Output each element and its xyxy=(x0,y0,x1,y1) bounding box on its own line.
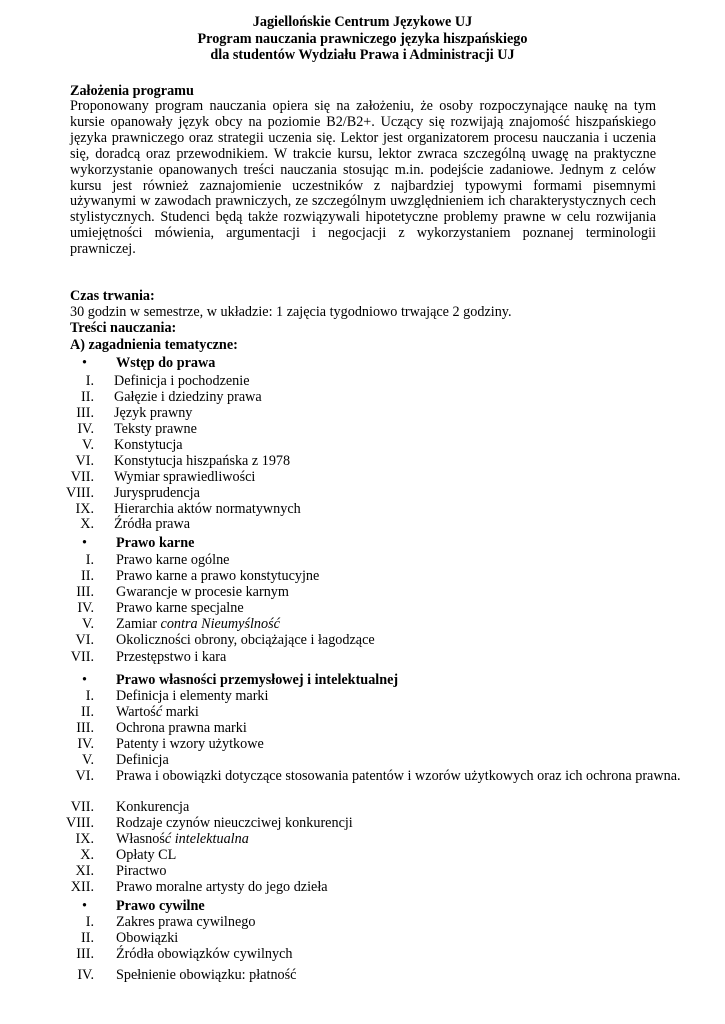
section-title: Wstęp do prawa xyxy=(116,355,216,371)
document-page: Jagiellońskie Centrum Językowe UJ Program nauczania prawniczego języka hiszpańskiego dla studentów Wydziału Prawa i Administracji UJ Założenia programu Proponowany program nauczania opiera się na założeniu, że osoby rozpoczynające naukę na tym kursie opanowały język obcy na poziomie B2/B2+. Uczący się rozwijają znajomość hiszpańskiego języka prawniczego oraz strategii uczenia się. Lektor jest organizatorem procesu nauczania i uczenia się, doradcą oraz przewodnikiem. W trakcie kursu, lektor zwraca szczególną uwagę na praktyczne wykorzystanie opanowanych treści nauczania stosując m.in. podejście zadaniowe. Jednym z celów kursu jest również zaznajomienie uczestników z najbardziej typowymi formami pisemnymi używanymi w zawodach prawniczych, ze szczególnym uwzględnieniem ich charakterystycznych cech stylistycznych. Studenci będą także rozwiązywali hipotetyczne problemy prawne w celu rozwijania umiejętności mówienia, argumentacji i negocjacji z wykorzystaniem poznanej terminologii prawniczej. Czas trwania: 30 godzin w semestrze, w układzie: 1 zajęcia tygodniowo trwające 2 godziny. Treści nauczania: A) zagadnienia tematyczne: • Wstęp do prawa I. Definicja i pochodzenie II. Gałęzie i dziedziny prawa III. Język prawny IV. Teksty prawne V. Konstytucja VI. Konstytucja hiszpańska z 1978 VII. Wymiar sprawiedliwości VIII. Jurysprudencja IX. Hierarchia aktów normatywnych X. Źródła prawa • Prawo karne I. Prawo karne ogólne II. Prawo karne a prawo konstytucyjne III. Gwarancje w procesie karnym IV. Prawo karne specjalne V. Zamiar contra Nieumyślność VI. Okoliczności obrony, obciążające i łagodzące VII. Przestępstwo i kara • Prawo własności przemysłowej i intelektualnej I. Definicja i elementy marki II. Wartość marki III. Ochrona prawna marki IV. Patenty i wzory użytkowe V. Definicja VI. Prawa i obowiązki dotyczące stosowania patentów i wzorów użytkowych oraz ich ochrona prawna. VII. Konkurencja VIII. Rodzaje czynów nieuczciwej konkurencji IX. Własność intelektualna X. Opłaty CL XI. Piractwo XII. Prawo moralne artysty do jego dzieła • Prawo cywilne I. Zakres prawa cywilnego II. Obowiązki III. Źródła obowiązków cywilnych IV. Spełnienie obowiązku: płatność xyxy=(0,0,725,1024)
content-subheading: A) zagadnienia tematyczne: xyxy=(70,337,238,353)
bullet-icon: • xyxy=(82,898,87,914)
content-heading: Treści nauczania: xyxy=(70,320,177,336)
section-heading-criminal-law xyxy=(82,535,194,551)
header-line-3: dla studentów Wydziału Prawa i Administracji UJ xyxy=(210,47,515,63)
section-heading-ip-law xyxy=(82,672,398,688)
duration-heading: Czas trwania: xyxy=(70,288,155,304)
duration-text: 30 godzin w semestrze, w układzie: 1 zajęcia tygodniowo trwające 2 godziny. xyxy=(70,304,512,320)
bullet-icon: • xyxy=(82,355,87,371)
section-heading-civil-law xyxy=(82,898,205,914)
section-heading-intro-to-law xyxy=(82,355,215,371)
assumptions-heading: Założenia programu xyxy=(70,83,194,99)
section-title: Prawo cywilne xyxy=(116,898,205,914)
section-title: Prawo karne xyxy=(116,535,195,551)
bullet-icon: • xyxy=(82,672,87,688)
bullet-icon: • xyxy=(82,535,87,551)
header-line-1: Jagiellońskie Centrum Językowe UJ xyxy=(252,14,473,30)
header-line-2: Program nauczania prawniczego języka hiszpańskiego xyxy=(197,30,528,47)
document-header xyxy=(0,14,725,64)
section-title: Prawo własności przemysłowej i intelektualnej xyxy=(116,672,399,688)
assumptions-paragraph: Proponowany program nauczania opiera się na założeniu, że osoby rozpoczynające naukę na tym kursie opanowały język obcy na poziomie B2/B2+. Uczący się rozwijają znajomość hiszpańskiego języka prawniczego oraz strategii uczenia się. Lektor jest organizatorem procesu nauczania i uczenia się, doradcą oraz przewodnikiem. W trakcie kursu, lektor zwraca szczególną uwagę na praktyczne wykorzystanie opanowanych treści nauczania stosując m.in. podejście zadaniowe. Jednym z celów kursu jest również zaznajomienie uczestników z najbardziej typowymi formami pisemnymi używanymi w zawodach prawniczych, ze szczególnym uwzględnieniem ich charakterystycznych cech stylistycznych. Studenci będą także rozwiązywali hipotetyczne problemy prawne w celu rozwijania umiejętności mówienia, argumentacji i negocjacji z wykorzystaniem poznanej terminologii prawniczej. xyxy=(70,98,656,258)
